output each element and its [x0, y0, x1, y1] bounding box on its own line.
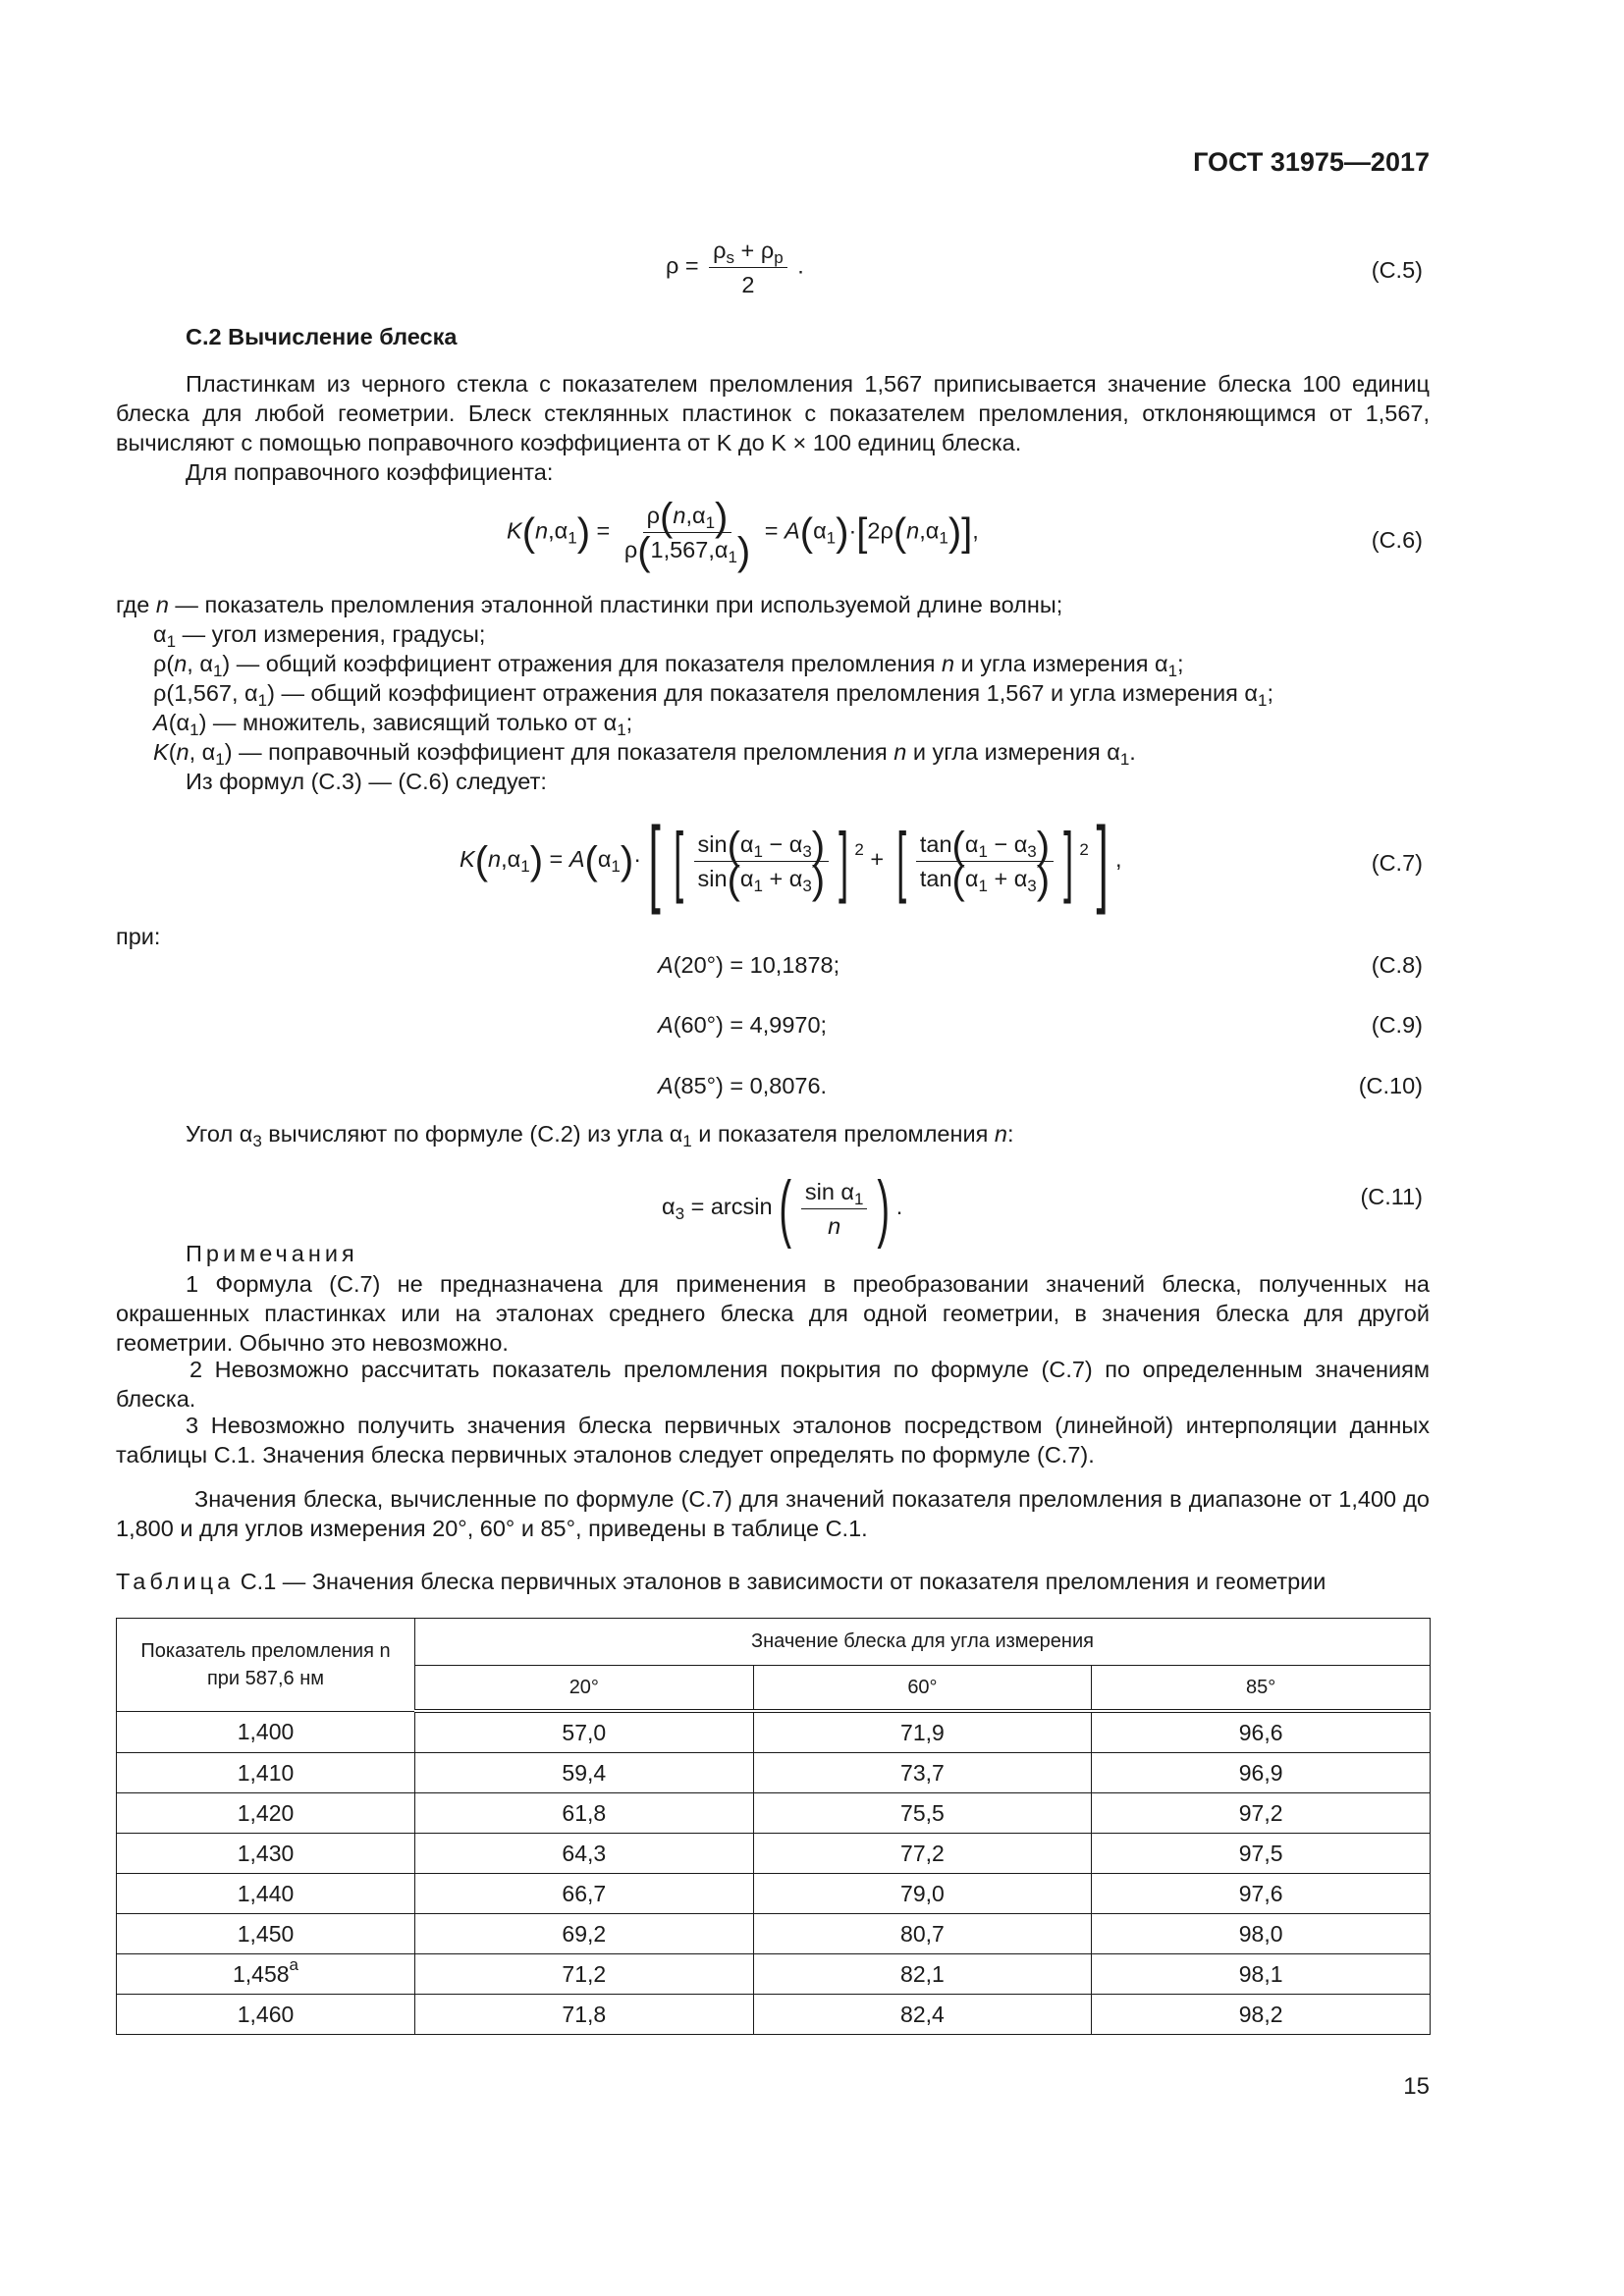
- cell-value: 98,1: [1238, 1960, 1283, 1987]
- table-cell-index: [117, 1711, 415, 1753]
- cell-value: 80,7: [900, 1920, 945, 1947]
- table-cell-gloss: [415, 1711, 754, 1753]
- equation-c9: A(60°) = 4,9970;: [658, 1012, 828, 1038]
- note-2: 2 Невозможно рассчитать показатель преломления покрытия по формуле (С.7) по определенным значениям блеска.: [116, 1357, 1430, 1412]
- table-cell-gloss: [1092, 1914, 1431, 1954]
- table-row: [117, 1753, 1431, 1793]
- equation-c10: A(85°) = 0,8076.: [658, 1073, 828, 1098]
- table-row: [117, 1834, 1431, 1874]
- cell-value: 1,440: [237, 1880, 295, 1906]
- cell-value: 71,2: [562, 1960, 607, 1987]
- where-item-k: K(n, $\alpha_1$) — поправочный коэффициент для показателя преломления n и угла измерения $\alpha_1$.: [153, 739, 1136, 769]
- equation-label-c6: (С.6): [1371, 527, 1423, 553]
- table-cell-gloss: [1092, 1793, 1431, 1834]
- table-cell-gloss: [415, 1874, 754, 1914]
- cell-value: 64,3: [562, 1840, 607, 1866]
- cell-value: 61,8: [562, 1799, 607, 1826]
- table-cell-gloss: [415, 1914, 754, 1954]
- equation-c11: $\alpha_3 = \arcsin$( $\frac{\sin \alpha_1}{n}$ ) .: [662, 1166, 903, 1250]
- where-item-rho-1567: ρ(1,567, $\alpha_1$) — общий коэффициент отражения для показателя преломления 1,567 и угла измерения $\alpha_1$;: [153, 680, 1273, 710]
- table-caption: [116, 1567, 1326, 1596]
- where-intro: где n — показатель преломления эталонной пластинки при используемой длине волны;: [116, 592, 1063, 617]
- table-cell-gloss: [415, 1793, 754, 1834]
- where-item-alpha1: $\alpha_1$ — угол измерения, градусы;: [153, 621, 486, 651]
- table-cell-index: [117, 1914, 415, 1954]
- table-cell-gloss: [753, 1834, 1092, 1874]
- paragraph-4: Угол $\alpha_3$ вычисляют по формуле (С.2) из угла $\alpha_1$ и показателя преломления n:: [186, 1121, 1014, 1150]
- note-3: 3 Невозможно получить значения блеска первичных эталонов посредством (линейной) интерполяции данных таблицы С.1. Значения блеска первичных эталонов следует определять по формуле (С.7).: [116, 1413, 1430, 1468]
- cell-value: 96,9: [1238, 1759, 1283, 1786]
- cell-value: 66,7: [562, 1880, 607, 1906]
- notes-title: Примечания: [186, 1241, 358, 1266]
- table-header-angle-85: 85°: [1092, 1666, 1431, 1712]
- cell-value: 82,4: [900, 2001, 945, 2027]
- equation-label-c10: (С.10): [1358, 1073, 1423, 1098]
- equation-label-c11: (С.11): [1360, 1184, 1423, 1209]
- table-cell-gloss: [1092, 1711, 1431, 1753]
- table-cell-gloss: [415, 1954, 754, 1995]
- table-row: [117, 1711, 1431, 1753]
- cell-value: 1,460: [237, 2001, 295, 2027]
- table-cell-index: [117, 1874, 415, 1914]
- cell-value: 71,9: [900, 1719, 945, 1745]
- cell-value: 75,5: [900, 1799, 945, 1826]
- table-cell-gloss: [753, 1995, 1092, 2035]
- cell-value: 97,6: [1238, 1880, 1283, 1906]
- note-1: 1 Формула (С.7) не предназначена для применения в преобразовании значений блеска, полученных на окрашенных пластинках или на эталонах среднего блеска для одной геометрии, в значения блеска для другой геометрии. Обычно это невозможно.: [116, 1271, 1430, 1356]
- footnote-mark: а: [289, 1954, 299, 1974]
- cell-value: 98,2: [1238, 2001, 1283, 2027]
- where-item-rho-n: ρ(n, $\alpha_1$) — общий коэффициент отражения для показателя преломления n и угла измерения $\alpha_1$;: [153, 651, 1184, 680]
- table-row: [117, 1793, 1431, 1834]
- cell-value: 97,5: [1238, 1840, 1283, 1866]
- gloss-table: [116, 1618, 1431, 2035]
- table-cell-gloss: [753, 1711, 1092, 1753]
- table-body: [117, 1711, 1431, 2035]
- page-number: 15: [1403, 2073, 1430, 2100]
- table-cell-index: [117, 1753, 415, 1793]
- paragraph-3: Из формул (С.3) — (С.6) следует:: [186, 769, 547, 794]
- equation-c6: $K(n,\alpha_1)$ = $\frac{\rho(n,\alpha_1)}{\rho(1,567,\alpha_1)}$ = $A(\alpha_1)\cdot[2\rho(n,\alpha_1)]$,: [507, 495, 979, 573]
- cell-value: 1,400: [237, 1718, 295, 1744]
- cell-value: 77,2: [900, 1840, 945, 1866]
- equation-label-c7: (С.7): [1371, 850, 1423, 876]
- paragraph-5: Значения блеска, вычисленные по формуле (С.7) для значений показателя преломления в диапазоне от 1,400 до 1,800 и для углов измерения 20°, 60° и 85°, приведены в таблице С.1.: [116, 1486, 1430, 1541]
- table-header-group: Значение блеска для угла измерения: [415, 1619, 1431, 1666]
- cell-value: 57,0: [562, 1719, 607, 1745]
- header-col0-line2: при 587,6 нм: [206, 1667, 325, 1689]
- table-row: [117, 1914, 1431, 1954]
- equation-label-c5: (С.5): [1371, 257, 1423, 283]
- paragraph-2: Для поправочного коэффициента:: [186, 459, 554, 485]
- cell-value: 69,2: [562, 1920, 607, 1947]
- cell-value: 98,0: [1238, 1920, 1283, 1947]
- table-cell-gloss: [1092, 1753, 1431, 1793]
- equation-label-c8: (С.8): [1371, 952, 1423, 978]
- cell-value: 1,410: [237, 1759, 295, 1786]
- cell-value: 79,0: [900, 1880, 945, 1906]
- table-cell-gloss: [1092, 1874, 1431, 1914]
- table-row: [117, 1995, 1431, 2035]
- cell-value: 1,450: [237, 1920, 295, 1947]
- cell-value: 59,4: [562, 1759, 607, 1786]
- table-cell-gloss: [415, 1834, 754, 1874]
- table-row: [117, 1954, 1431, 1995]
- cell-value: 97,2: [1238, 1799, 1283, 1826]
- table-cell-index: [117, 1793, 415, 1834]
- table-cell-gloss: [753, 1914, 1092, 1954]
- table-header-angle-60: 60°: [753, 1666, 1092, 1712]
- cell-value: 96,6: [1238, 1719, 1283, 1745]
- where-item-a: $A(\alpha_1)$ — множитель, зависящий только от $\alpha_1$;: [153, 710, 633, 739]
- section-title: С.2 Вычисление блеска: [186, 324, 458, 349]
- table-cell-index: [117, 1954, 415, 1995]
- pri-label: при:: [116, 924, 161, 949]
- paragraph-1: Пластинкам из черного стекла с показателем преломления 1,567 приписывается значение блеска 100 единиц блеска для любой геометрии. Блеск стеклянных пластинок с показателем преломления, отклоняющимся от 1,567, вычисляют с помощью поправочного коэффициента от K до K × 100 единиц блеска.: [116, 371, 1430, 455]
- table-header-angle-20: 20°: [415, 1666, 754, 1712]
- cell-value: 82,1: [900, 1960, 945, 1987]
- table-cell-index: [117, 1995, 415, 2035]
- equation-c7: $K(n,\alpha_1) = A(\alpha_1)\cdot$[ [ $\frac{\sin(\alpha_1 - \alpha_3)}{\sin(\alpha_1 + \alpha_3)}$ ] $^2$ + [ $\frac{\tan(\alpha_1 - \alpha_3)}{\tan(\alpha_1 + \alpha_3)}$ ] $^2$] ,: [460, 807, 1122, 915]
- header-col0-line1: Показатель преломления n: [140, 1639, 391, 1662]
- table-caption-text: С.1 — Значения блеска первичных эталонов в зависимости от показателя преломления и геометрии: [240, 1569, 1326, 1594]
- table-cell-gloss: [753, 1753, 1092, 1793]
- cell-value: 1,458: [232, 1960, 290, 1987]
- table-cell-gloss: [415, 1995, 754, 2035]
- table-cell-gloss: [753, 1874, 1092, 1914]
- table-cell-index: [117, 1834, 415, 1874]
- cell-value: 71,8: [562, 2001, 607, 2027]
- table-header-refractive-index: [117, 1619, 415, 1712]
- equation-label-c9: (С.9): [1371, 1012, 1423, 1038]
- table-cell-gloss: [753, 1954, 1092, 1995]
- table-cell-gloss: [753, 1793, 1092, 1834]
- equation-c5: ρ = $\frac{\rho_s + \rho_p}{2}$ .: [666, 238, 804, 297]
- cell-value: 73,7: [900, 1759, 945, 1786]
- table-cell-gloss: [1092, 1954, 1431, 1995]
- cell-value: 1,420: [237, 1799, 295, 1826]
- table-cell-gloss: [415, 1753, 754, 1793]
- table-caption-label: Таблица: [116, 1569, 235, 1594]
- table-cell-gloss: [1092, 1834, 1431, 1874]
- table-cell-gloss: [1092, 1995, 1431, 2035]
- document-standard-id: ГОСТ 31975—2017: [1193, 147, 1430, 177]
- cell-value: 1,430: [237, 1840, 295, 1866]
- table-row: [117, 1874, 1431, 1914]
- equation-c8: A(20°) = 10,1878;: [658, 952, 840, 978]
